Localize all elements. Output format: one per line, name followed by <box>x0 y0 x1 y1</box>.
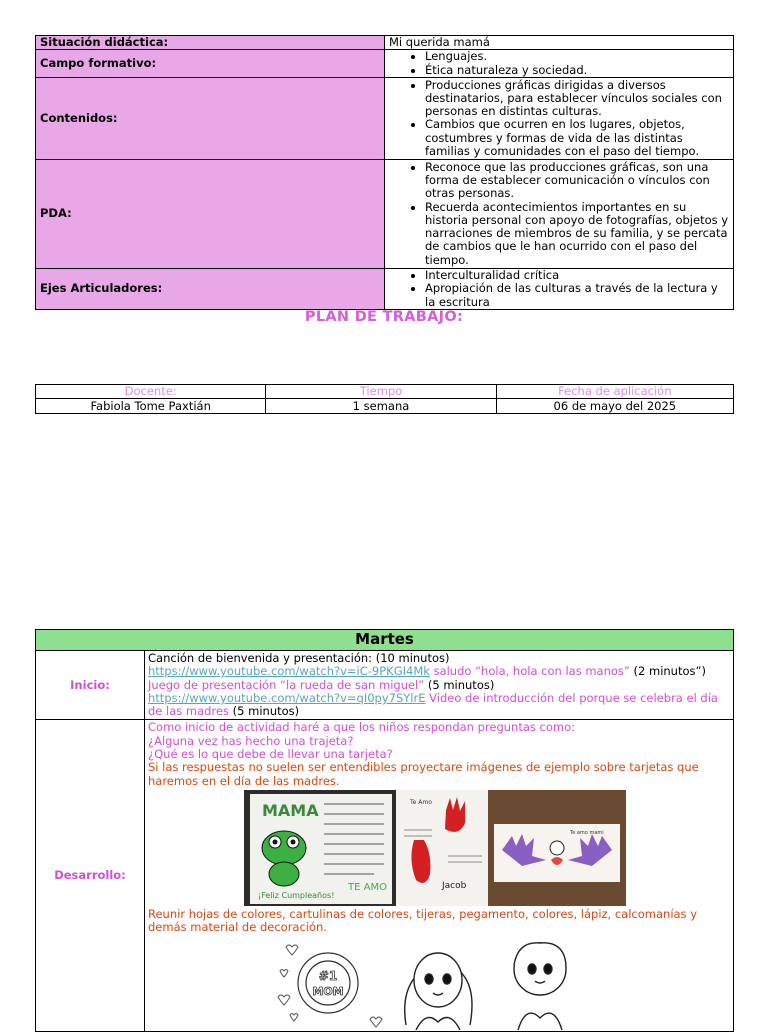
inicio-time: (5 minutos) <box>229 704 300 719</box>
inicio-text: Juego de presentación “la rueda de san miguel” <box>148 677 425 692</box>
mom-badge-icon <box>298 953 358 1013</box>
contenidos-value <box>385 77 734 159</box>
card-photo-hug <box>488 790 626 906</box>
situacion-label: Situación didáctica: <box>36 36 385 50</box>
tiempo-header: Tiempo <box>266 385 496 399</box>
list-item: • Producciones gráficas dirigidas a diversos destinatarios, para establecer vínculos sociales con personas en distintas culturas. <box>425 79 729 119</box>
list-item: • Reconoce que las producciones gráficas, son una forma de establecer comunicación o vínculos con otras personas. <box>425 161 729 201</box>
inicio-line <box>148 692 730 719</box>
inicio-line <box>148 679 730 692</box>
contenidos-label: Contenidos: <box>36 77 385 159</box>
desarrollo-content <box>145 720 734 1031</box>
inicio-label: Inicio: <box>36 651 145 720</box>
campo-label: Campo formativo: <box>36 50 385 78</box>
pda-value <box>385 159 734 268</box>
fecha-value: 06 de mayo del 2025 <box>496 399 733 414</box>
docente-header: Docente: <box>36 385 266 399</box>
frog-card-illustration <box>244 790 396 906</box>
list-item: • Recuerda acontecimientos importantes en su historia personal con apoyo de fotografías, objetos y narraciones de miembros de su familia, y se percata de cambios que le han ocurrido con el paso del tiempo. <box>425 201 729 267</box>
hug-card-illustration <box>488 790 626 906</box>
inicio-time: (2 minutos”) <box>629 664 706 679</box>
badge-top: #1 <box>318 968 338 983</box>
docente-value: Fabiola Tome Paxtián <box>36 399 266 414</box>
photo-title: MAMA <box>262 800 319 820</box>
plan-title: PLAN DE TRABAJO: <box>304 309 464 325</box>
photo-name: Jacob <box>442 880 467 891</box>
inicio-text: saludo “hola, hola con las manos” <box>429 664 630 679</box>
ejes-value <box>385 268 734 309</box>
desarrollo-line: ¿Qué es lo que debe de llevar una tarjeta? <box>148 747 393 762</box>
photo-sign: TE AMO <box>348 881 387 893</box>
list-item: • Apropiación de las culturas a través de la lectura y la escritura <box>425 282 729 309</box>
campo-value <box>385 50 734 78</box>
day-header: Martes <box>36 630 734 651</box>
card-photo-frog <box>244 790 396 906</box>
info-table <box>35 35 734 310</box>
inicio-line <box>148 665 730 678</box>
desarrollo-line: Si las respuestas no suelen ser entendibles proyectare imágenes de ejemplo sobre tarjetas que haremos en el día de las madres. <box>148 760 699 788</box>
photo-text: Te amo mami <box>570 829 604 836</box>
badge-bottom: MOM <box>312 984 344 998</box>
list-item: • Ética naturaleza y sociedad. <box>425 64 729 77</box>
plan-table <box>35 384 734 414</box>
list-item: • Lenguajes. <box>425 50 729 63</box>
desarrollo-line: Reunir hojas de colores, cartulinas de colores, tijeras, pegamento, colores, lápiz, calcomanías y demás material de decoración. <box>148 906 698 935</box>
inicio-text: Video de introducción del porque se celebra el día de las madres <box>148 690 718 719</box>
tiempo-value: 1 semana <box>266 399 496 414</box>
desarrollo-line: ¿Alguna vez has hecho una trajeta? <box>148 733 354 748</box>
youtube-link[interactable]: https://www.youtube.com/watch?v=qI0py7SYlrE <box>148 690 426 705</box>
inicio-line: Canción de bienvenida y presentación: (10 minutos) <box>148 651 450 665</box>
pda-label: PDA: <box>36 159 385 268</box>
coloring-illustration <box>148 935 730 1030</box>
fecha-header: Fecha de aplicación <box>496 385 733 399</box>
card-photo-handprint <box>396 790 488 906</box>
photo-caption: ¡Feliz Cumpleaños! <box>258 890 335 900</box>
desarrollo-label: Desarrollo: <box>36 720 145 1031</box>
situacion-value: Mi querida mamá <box>385 36 734 50</box>
handprint-card-illustration <box>396 790 488 906</box>
youtube-link[interactable]: https://www.youtube.com/watch?v=iC-9PKGI4Mk <box>148 664 430 679</box>
ejes-label: Ejes Articuladores: <box>36 268 385 309</box>
day-table <box>35 629 734 1032</box>
coloring-images <box>148 935 730 1030</box>
girl-coloring-icon <box>405 953 472 1030</box>
photo-text: Te Amo <box>410 798 432 806</box>
list-item: • Cambios que ocurren en los lugares, objetos, costumbres y formas de vida de las distintas familias y comunidades con el paso del tiempo. <box>425 118 729 158</box>
list-item: • Interculturalidad crítica <box>425 269 729 282</box>
inicio-content <box>145 651 734 720</box>
example-images <box>148 788 730 908</box>
desarrollo-line: Como inicio de actividad haré a que los niños respondan preguntas como: <box>148 720 576 735</box>
boy-coloring-icon <box>514 942 566 1029</box>
inicio-time: (5 minutos) <box>424 677 495 692</box>
